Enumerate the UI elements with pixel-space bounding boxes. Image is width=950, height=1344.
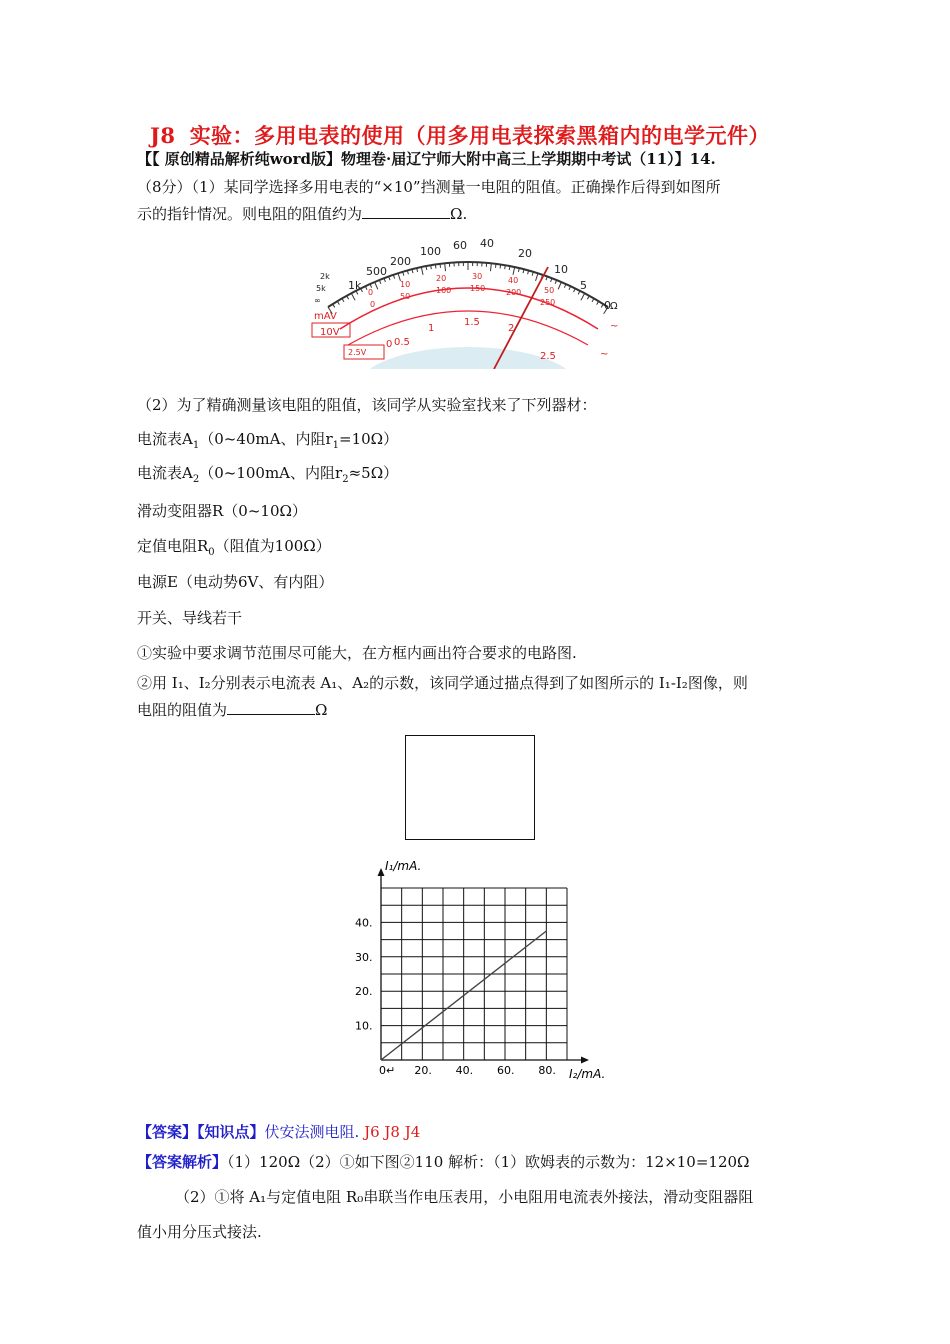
- analysis-tag: 【答案解析】: [137, 1153, 228, 1171]
- question2-intro: （2）为了精确测量该电阻的阻值，该同学从实验室找来了下列器材：: [137, 396, 597, 414]
- dial-label: 100: [436, 286, 452, 295]
- analysis-line3: 值小用分压式接法.: [137, 1223, 262, 1241]
- equipment-item: 开关、导线若干: [137, 609, 243, 627]
- dial-label: 50: [400, 292, 411, 301]
- dial-label: 30: [472, 272, 483, 281]
- y-tick-labels: [355, 916, 373, 1032]
- dial-label: 5k: [316, 284, 326, 293]
- dial-label: 40: [508, 276, 519, 285]
- answer-blank[interactable]: [362, 203, 450, 219]
- analysis-line2: （2）①将 A₁与定值电阻 R₀串联当作电压表用，小电阻用电流表外接法，滑动变阻器阻: [175, 1188, 754, 1206]
- source-line: 【【 原创精品解析纯word版】物理卷·届辽宁师大附中高三上学期期中考试（11）】14.: [137, 150, 716, 168]
- dial-label: 10V: [320, 327, 340, 338]
- x-tick-label: 60.: [497, 1064, 515, 1077]
- dial-label: 20: [518, 247, 532, 260]
- dial-label: ~: [600, 349, 609, 360]
- dial-label: 200: [390, 255, 411, 268]
- dial-label: 0: [604, 299, 611, 312]
- equipment-item: 电源E（电动势6V、有内阻）: [137, 573, 334, 591]
- x-tick-label: 0↵: [379, 1064, 396, 1077]
- equipment-item: 滑动变阻器R（0~10Ω）: [137, 502, 307, 520]
- answer-line: [137, 1119, 420, 1146]
- dial-label: 10: [554, 263, 568, 276]
- task-2-line1: ②用 I₁、I₂分别表示电流表 A₁、A₂的示数，该同学通过描点得到了如图所示的 I₁-I₂图像，则: [137, 674, 748, 692]
- dial-tick: [500, 264, 501, 268]
- circuit-drawing-box[interactable]: [405, 735, 535, 840]
- knowledge-tag: 【知识点】: [197, 1123, 265, 1141]
- equipment-item: 定值电阻$R_0$（阻值为100Ω）: [137, 537, 331, 558]
- dial-label: 100: [420, 245, 441, 258]
- dial-label: 0: [368, 288, 374, 297]
- dial-label: 0: [386, 339, 393, 350]
- dial-label: 250: [540, 298, 556, 307]
- dial-label: 50: [544, 286, 555, 295]
- dial-label: ∞: [314, 296, 321, 305]
- i1-i2-chart: [345, 858, 605, 1080]
- x-axis-arrow: [581, 1057, 589, 1064]
- dial-label: 1k: [348, 279, 362, 292]
- analysis-line1: [137, 1149, 750, 1176]
- y-axis-label: I₁/mA.: [385, 859, 422, 873]
- dial-tick: [431, 265, 432, 269]
- task-2-line2: [137, 697, 327, 724]
- x-axis-label: I₂/mA.: [569, 1067, 605, 1080]
- dial-tick: [495, 264, 496, 268]
- chart-grid: [381, 888, 567, 1060]
- dial-label: Ω: [610, 301, 618, 312]
- knowledge-topic: 伏安法测电阻.: [264, 1123, 360, 1141]
- dial-label: 1: [428, 323, 435, 334]
- dial-label: 60: [453, 239, 467, 252]
- answer-tag: 【答案】: [137, 1123, 198, 1141]
- x-tick-labels: [379, 1064, 556, 1077]
- dial-label: 0.5: [394, 337, 410, 348]
- y-axis-arrow: [378, 868, 385, 876]
- equipment-item: 电流表$A_1(0\sim 40mA$、内阻$r_1=10\Omega$）: [137, 430, 399, 451]
- dial-label: 10: [400, 280, 411, 289]
- y-tick-label: 20.: [355, 985, 373, 999]
- multimeter-dial: [308, 237, 632, 369]
- task-2-text: 电阻的阻值为: [137, 701, 228, 719]
- answer-blank[interactable]: [227, 699, 315, 715]
- dial-tick: [435, 264, 436, 268]
- x-tick-label: 20.: [414, 1064, 432, 1077]
- dial-label: 5: [580, 279, 587, 292]
- dial-label: 1.5: [464, 317, 480, 328]
- knowledge-codes: J6 J8 J4: [364, 1123, 421, 1141]
- dial-tick: [505, 265, 506, 269]
- dial-label: 200: [506, 288, 522, 297]
- dial-label: 2.5V: [348, 348, 367, 357]
- dial-label: mAV: [314, 311, 337, 322]
- question1-unit: Ω.: [450, 205, 468, 223]
- dial-label: 500: [366, 265, 387, 278]
- task-2-unit: Ω: [315, 701, 328, 719]
- dial-label: ~: [610, 321, 619, 332]
- y-tick-label: 40.: [355, 916, 373, 930]
- y-tick-label: 10.: [355, 1019, 373, 1033]
- section-code: J8: [150, 123, 176, 148]
- dial-label: 2.5: [540, 351, 556, 362]
- dial-label: 2k: [320, 272, 330, 281]
- question1-line1: （8分）（1）某同学选择多用电表的“×10”挡测量一电阻的阻值。正确操作后得到如图所: [137, 178, 721, 196]
- dial-tick: [440, 264, 441, 268]
- dial-label: 0: [370, 300, 376, 309]
- x-tick-label: 40.: [455, 1064, 474, 1077]
- analysis-text: （1）120Ω（2）①如下图②110 解析：（1）欧姆表的示数为：12×10=120Ω: [227, 1153, 750, 1171]
- dial-label: 2: [508, 323, 515, 334]
- dial-label: 150: [470, 284, 486, 293]
- equipment-item: 电流表$A_2(0\sim 100mA$、内阻$r_2\approx 5\Omega$）: [137, 464, 399, 485]
- x-tick-label: 80.: [538, 1064, 556, 1077]
- dial-label: 20: [436, 274, 447, 283]
- section-title: 实验：多用电表的使用（用多用电表探索黑箱内的电学元件）: [189, 123, 771, 148]
- question1-text: 示的指针情况。则电阻的阻值约为: [137, 205, 363, 223]
- question1-line2: [137, 201, 467, 228]
- dial-label: 40: [480, 237, 494, 250]
- y-tick-label: 30.: [355, 950, 373, 964]
- task-1: ①实验中要求调节范围尽可能大，在方框内画出符合要求的电路图.: [137, 644, 577, 662]
